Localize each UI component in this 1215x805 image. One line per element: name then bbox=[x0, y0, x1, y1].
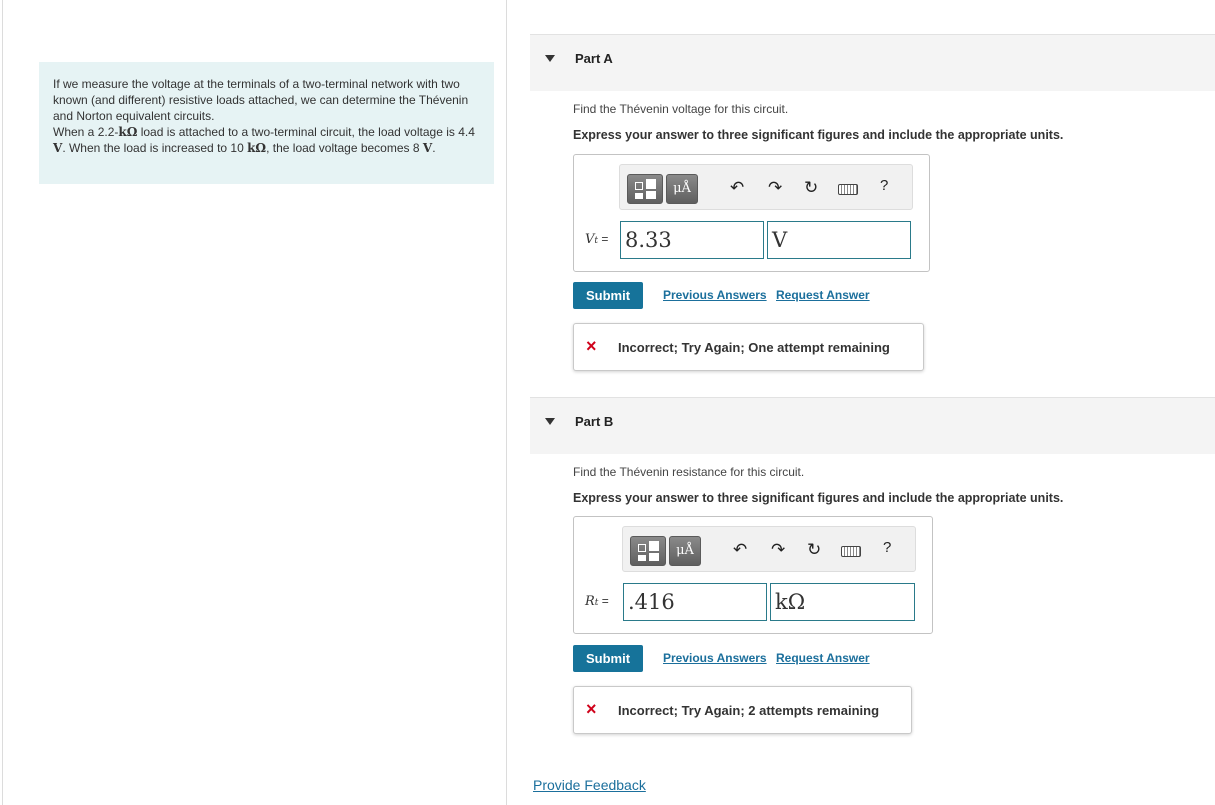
templates-icon[interactable] bbox=[627, 174, 663, 204]
problem-given bbox=[53, 124, 478, 156]
part-a-title: Part A bbox=[575, 51, 613, 66]
units-button[interactable]: μÅ bbox=[669, 536, 701, 566]
part-b-header[interactable] bbox=[530, 397, 1215, 454]
part-b-title: Part B bbox=[575, 414, 614, 429]
unit-volt: V bbox=[422, 141, 433, 155]
previous-answers-link[interactable]: Previous Answers bbox=[663, 651, 767, 665]
part-b-instruction: Express your answer to three significant figures and include the appropriate units. bbox=[573, 491, 1064, 505]
part-a-instruction: Express your answer to three significant figures and include the appropriate units. bbox=[573, 128, 1064, 142]
units-input[interactable]: kΩ bbox=[770, 583, 915, 621]
redo-icon[interactable]: ↷ bbox=[768, 178, 783, 197]
equals-sign: = bbox=[598, 594, 609, 608]
feedback-message: Incorrect; Try Again; 2 attempts remaining bbox=[618, 703, 880, 718]
previous-answers-link[interactable]: Previous Answers bbox=[663, 288, 767, 302]
close-x-icon: × bbox=[586, 699, 597, 719]
close-x-icon: × bbox=[586, 336, 597, 356]
submit-button[interactable]: Submit bbox=[573, 645, 643, 672]
redo-icon[interactable]: ↷ bbox=[771, 540, 786, 559]
unit-kohm: kΩ bbox=[247, 141, 267, 155]
problem-text: . When the load is increased to 10 bbox=[62, 141, 248, 155]
variable-symbol: V bbox=[585, 232, 595, 247]
feedback-message: Incorrect; Try Again; One attempt remaining bbox=[618, 340, 890, 355]
problem-statement bbox=[39, 62, 494, 184]
part-a-header[interactable] bbox=[530, 34, 1215, 91]
part-a-question: Find the Thévenin voltage for this circuit. bbox=[573, 102, 789, 116]
units-button[interactable]: μÅ bbox=[666, 174, 698, 204]
problem-text: . bbox=[432, 141, 436, 155]
unit-volt: V bbox=[53, 141, 63, 155]
part-b-question: Find the Thévenin resistance for this circuit. bbox=[573, 465, 805, 479]
value-input[interactable]: .416 bbox=[623, 583, 767, 621]
feedback-incorrect bbox=[573, 323, 924, 371]
reset-icon[interactable]: ↻ bbox=[807, 540, 822, 559]
equals-sign: = bbox=[598, 232, 609, 246]
provide-feedback-link[interactable]: Provide Feedback bbox=[533, 777, 646, 793]
keyboard-icon[interactable] bbox=[841, 546, 861, 557]
variable-symbol: R bbox=[585, 594, 595, 609]
part-b-answer-box bbox=[573, 516, 933, 634]
problem-text: load is attached to a two-terminal circuit, the load voltage is 4.4 bbox=[137, 125, 475, 139]
caret-down-icon[interactable] bbox=[545, 418, 555, 425]
problem-text: When a 2.2- bbox=[53, 125, 119, 139]
submit-button[interactable]: Submit bbox=[573, 282, 643, 309]
request-answer-link[interactable]: Request Answer bbox=[776, 288, 870, 302]
templates-icon[interactable] bbox=[630, 536, 666, 566]
part-a-answer-box bbox=[573, 154, 930, 272]
reset-icon[interactable]: ↻ bbox=[804, 178, 819, 197]
unit-kohm: kΩ bbox=[118, 125, 138, 139]
help-icon[interactable]: ? bbox=[880, 177, 889, 194]
problem-intro: If we measure the voltage at the terminals of a two-terminal network with two known (and different) resistive loads attached, we can determine the Thévenin and Norton equivalent circuits. bbox=[53, 77, 469, 123]
undo-icon[interactable]: ↶ bbox=[730, 178, 745, 197]
caret-down-icon[interactable] bbox=[545, 55, 555, 62]
variable-label bbox=[585, 232, 608, 247]
undo-icon[interactable]: ↶ bbox=[733, 540, 748, 559]
variable-label bbox=[585, 594, 609, 609]
help-icon[interactable]: ? bbox=[883, 539, 892, 556]
problem-text: , the load voltage becomes 8 bbox=[266, 141, 423, 155]
units-input[interactable]: V bbox=[767, 221, 911, 259]
variable-subscript: t bbox=[594, 598, 599, 608]
value-input[interactable]: 8.33 bbox=[620, 221, 764, 259]
request-answer-link[interactable]: Request Answer bbox=[776, 651, 870, 665]
keyboard-icon[interactable] bbox=[838, 184, 858, 195]
math-toolbar bbox=[619, 164, 913, 210]
variable-subscript: t bbox=[594, 236, 599, 246]
math-toolbar bbox=[622, 526, 916, 572]
problem-pane bbox=[2, 0, 507, 805]
feedback-incorrect bbox=[573, 686, 912, 734]
